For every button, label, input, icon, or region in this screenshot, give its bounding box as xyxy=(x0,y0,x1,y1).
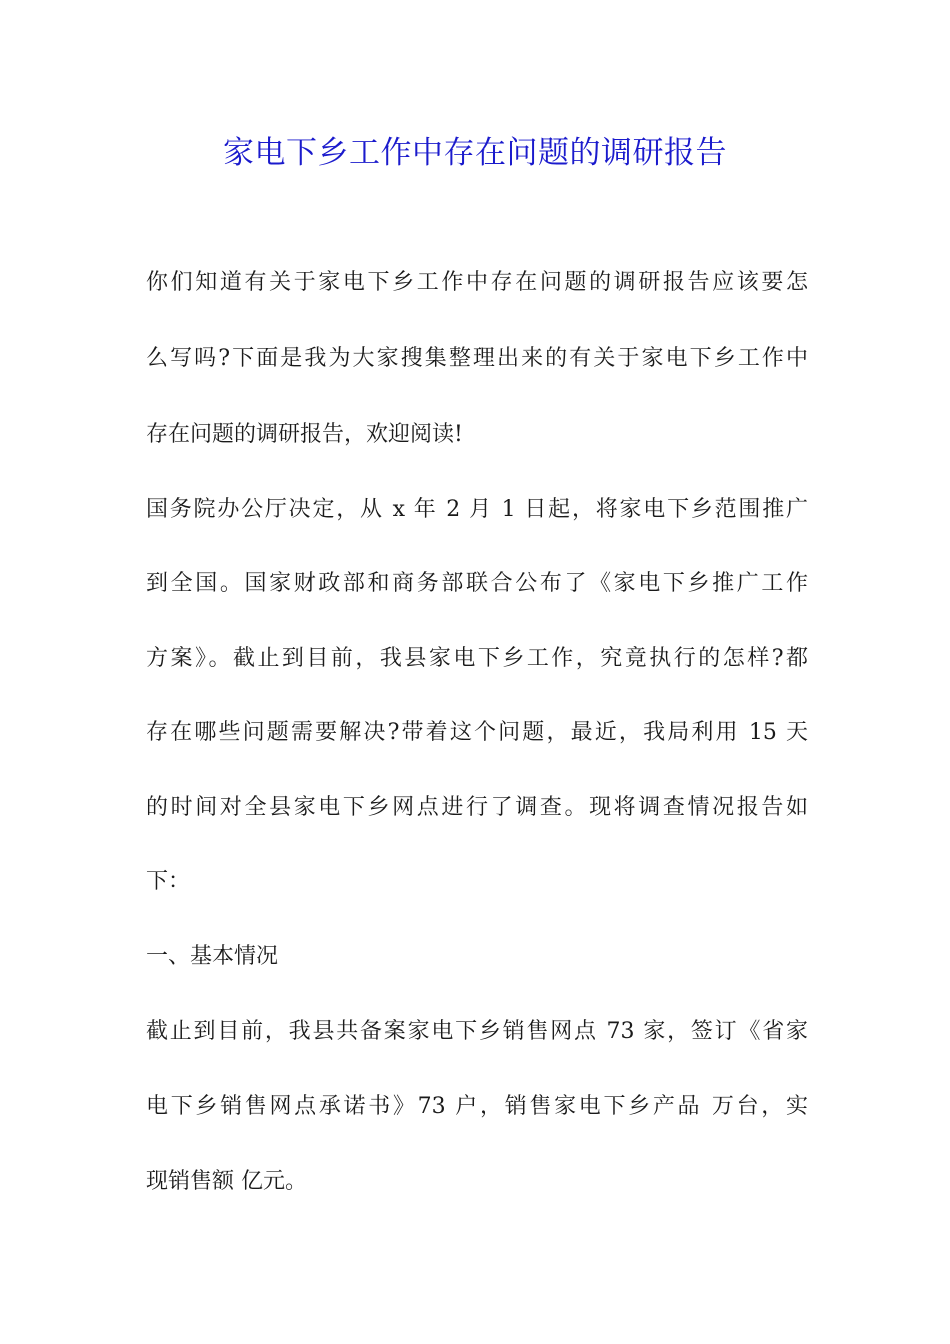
paragraph-line: 国务院办公厅决定，从 x 年 2 月 1 日起，将家电下乡范围推广 xyxy=(146,497,808,522)
paragraph-line: 方案》。截止到目前，我县家电下乡工作，究竟执行的怎样?都 xyxy=(146,646,808,671)
paragraph-line: 现销售额 亿元。 xyxy=(146,1169,307,1194)
paragraph-line: 你们知道有关于家电下乡工作中存在问题的调研报告应该要怎 xyxy=(146,270,808,295)
paragraph-line: 存在哪些问题需要解决?带着这个问题，最近，我局利用 15 天 xyxy=(146,720,808,745)
paragraph-line: 截止到目前，我县共备案家电下乡销售网点 73 家，签订《省家 xyxy=(146,1019,808,1044)
paragraph-line: 到全国。国家财政部和商务部联合公布了《家电下乡推广工作 xyxy=(146,571,808,596)
document-title: 家电下乡工作中存在问题的调研报告 xyxy=(223,135,727,171)
paragraph-line: 存在问题的调研报告，欢迎阅读! xyxy=(146,422,463,447)
section-heading: 一、基本情况 xyxy=(146,944,279,969)
paragraph-line: 的时间对全县家电下乡网点进行了调查。现将调查情况报告如 xyxy=(146,795,808,820)
paragraph-line: 电下乡销售网点承诺书》73 户，销售家电下乡产品 万台，实 xyxy=(146,1094,808,1119)
paragraph-line: 下： xyxy=(146,869,191,894)
paragraph-line: 么写吗?下面是我为大家搜集整理出来的有关于家电下乡工作中 xyxy=(146,346,808,371)
